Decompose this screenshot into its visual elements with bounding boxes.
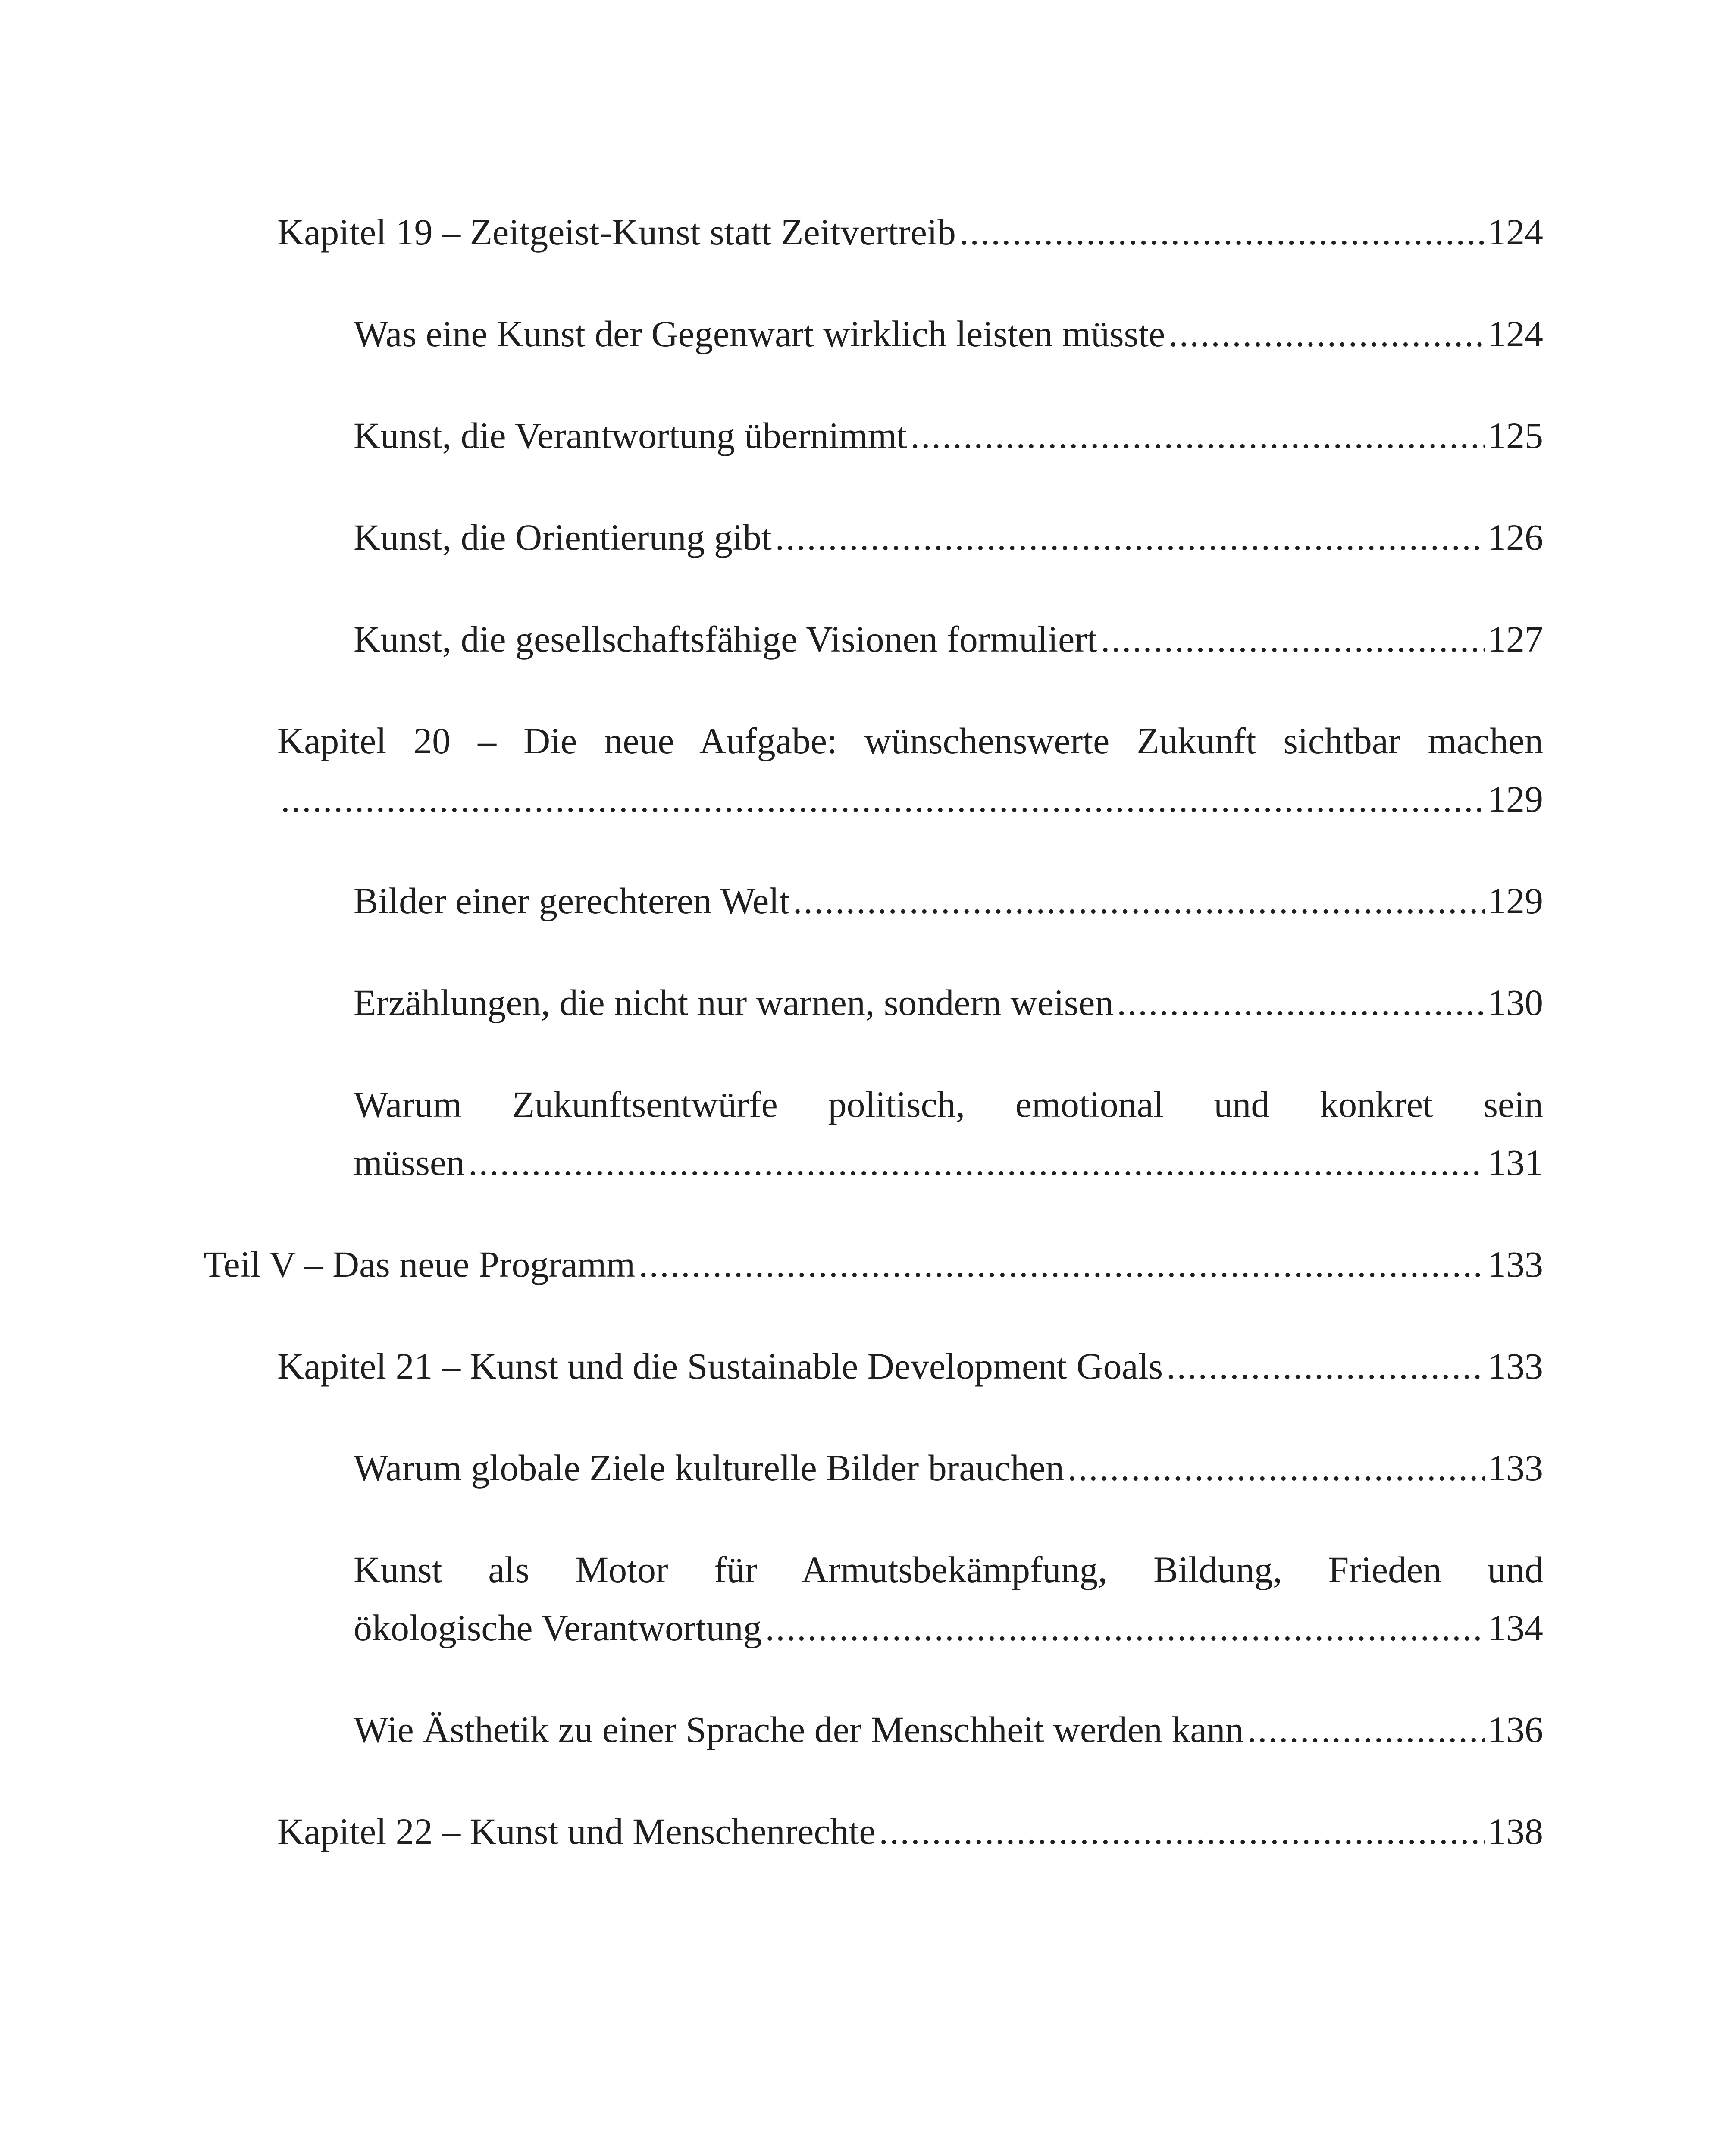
- toc-entry-title: Bilder einer gerechteren Welt: [354, 880, 790, 921]
- toc-line: [204, 1235, 1543, 1294]
- toc-line: [277, 203, 1543, 261]
- toc-entry-section[interactable]: [354, 1075, 1543, 1192]
- toc-line: [354, 610, 1543, 668]
- toc-page-number: 127: [1488, 618, 1543, 660]
- toc-page-number: 125: [1488, 415, 1543, 456]
- toc-entry-title: Wie Ästhetik zu einer Sprache der Menschheit werden kann: [354, 1709, 1244, 1750]
- dot-leader: [468, 1134, 1485, 1192]
- toc-entry-title: Kapitel 20 – Die neue Aufgabe: wünschenswerte Zukunft sichtbar machen: [277, 720, 1543, 761]
- toc-entry-title: Warum Zukunftsentwürfe politisch, emotional und konkret sein: [354, 1084, 1543, 1125]
- toc-entry-title-continued: müssen: [354, 1142, 465, 1183]
- toc-entry-section[interactable]: [354, 1439, 1543, 1497]
- toc-line: [354, 1599, 1543, 1657]
- toc-line: [354, 1701, 1543, 1759]
- toc-line: [354, 407, 1543, 465]
- toc-line: [354, 508, 1543, 567]
- toc-line: [354, 872, 1543, 930]
- toc-entry-section[interactable]: [354, 872, 1543, 930]
- toc-entry-title: Warum globale Ziele kulturelle Bilder brauchen: [354, 1447, 1064, 1489]
- toc-entry-kapitel-22[interactable]: [277, 1802, 1543, 1861]
- toc-entry-kapitel-20[interactable]: [277, 712, 1543, 828]
- toc-page-number: 133: [1488, 1345, 1543, 1387]
- toc-page-number: 133: [1488, 1447, 1543, 1489]
- toc-entry-kapitel-21[interactable]: [277, 1337, 1543, 1395]
- toc-line: [277, 1802, 1543, 1861]
- dot-leader: [959, 203, 1485, 261]
- toc-entry-teil-v[interactable]: [204, 1235, 1543, 1294]
- toc-entry-section[interactable]: [354, 610, 1543, 668]
- dot-leader: [1068, 1439, 1485, 1497]
- toc-entry-title: Kunst, die gesellschaftsfähige Visionen formuliert: [354, 618, 1097, 660]
- toc-page-number: 124: [1488, 211, 1543, 253]
- toc-line: [354, 1134, 1543, 1192]
- dot-leader: [1166, 1337, 1485, 1395]
- toc-line: [354, 974, 1543, 1032]
- toc-page-number: 136: [1488, 1709, 1543, 1750]
- dot-leader: [1247, 1701, 1485, 1759]
- toc-entry-title: Erzählungen, die nicht nur warnen, sondern weisen: [354, 982, 1114, 1023]
- toc-page-number: 134: [1488, 1607, 1543, 1648]
- toc-entry-title-continued: ökologische Verantwortung: [354, 1607, 762, 1648]
- toc-entry-title: Kunst, die Orientierung gibt: [354, 517, 772, 558]
- toc-entry-title: Kapitel 19 – Zeitgeist-Kunst statt Zeitvertreib: [277, 211, 956, 253]
- toc-entry-title: Was eine Kunst der Gegenwart wirklich leisten müsste: [354, 313, 1165, 354]
- dot-leader: [879, 1802, 1485, 1861]
- toc-page-number: 133: [1488, 1244, 1543, 1285]
- dot-leader: [1168, 305, 1485, 363]
- toc-entry-section[interactable]: [354, 1541, 1543, 1657]
- toc-entry-section[interactable]: [354, 974, 1543, 1032]
- dot-leader: [1117, 974, 1485, 1032]
- toc-page-number: 126: [1488, 517, 1543, 558]
- toc-page-number: 138: [1488, 1811, 1543, 1852]
- toc-page-number: 131: [1488, 1142, 1543, 1183]
- toc-entry-section[interactable]: [354, 305, 1543, 363]
- dot-leader: [1101, 610, 1485, 668]
- toc-entry-section[interactable]: [354, 1701, 1543, 1759]
- dot-leader: [910, 407, 1485, 465]
- dot-leader: [775, 508, 1485, 567]
- toc-entry-section[interactable]: [354, 508, 1543, 567]
- toc-entry-title: Kapitel 21 – Kunst und die Sustainable Development Goals: [277, 1345, 1163, 1387]
- toc-page-number: 130: [1488, 982, 1543, 1023]
- toc-page-number: 124: [1488, 313, 1543, 354]
- dot-leader: [793, 872, 1485, 930]
- toc-entry-title: Kunst als Motor für Armutsbekämpfung, Bildung, Frieden und: [354, 1549, 1543, 1590]
- toc-line: [277, 770, 1543, 828]
- toc-line: [354, 1439, 1543, 1497]
- toc-entry-kapitel-19[interactable]: [277, 203, 1543, 261]
- dot-leader: [765, 1599, 1485, 1657]
- toc-page-number: 129: [1488, 778, 1543, 820]
- toc-line: [354, 305, 1543, 363]
- toc-line: [277, 1337, 1543, 1395]
- dot-leader: [281, 770, 1485, 828]
- toc-entry-title: Kunst, die Verantwortung übernimmt: [354, 415, 907, 456]
- dot-leader: [639, 1235, 1485, 1294]
- toc-page-number: 129: [1488, 880, 1543, 921]
- toc-entry-title: Kapitel 22 – Kunst und Menschenrechte: [277, 1811, 876, 1852]
- toc-entry-section[interactable]: [354, 407, 1543, 465]
- toc-entry-title: Teil V – Das neue Programm: [204, 1244, 636, 1285]
